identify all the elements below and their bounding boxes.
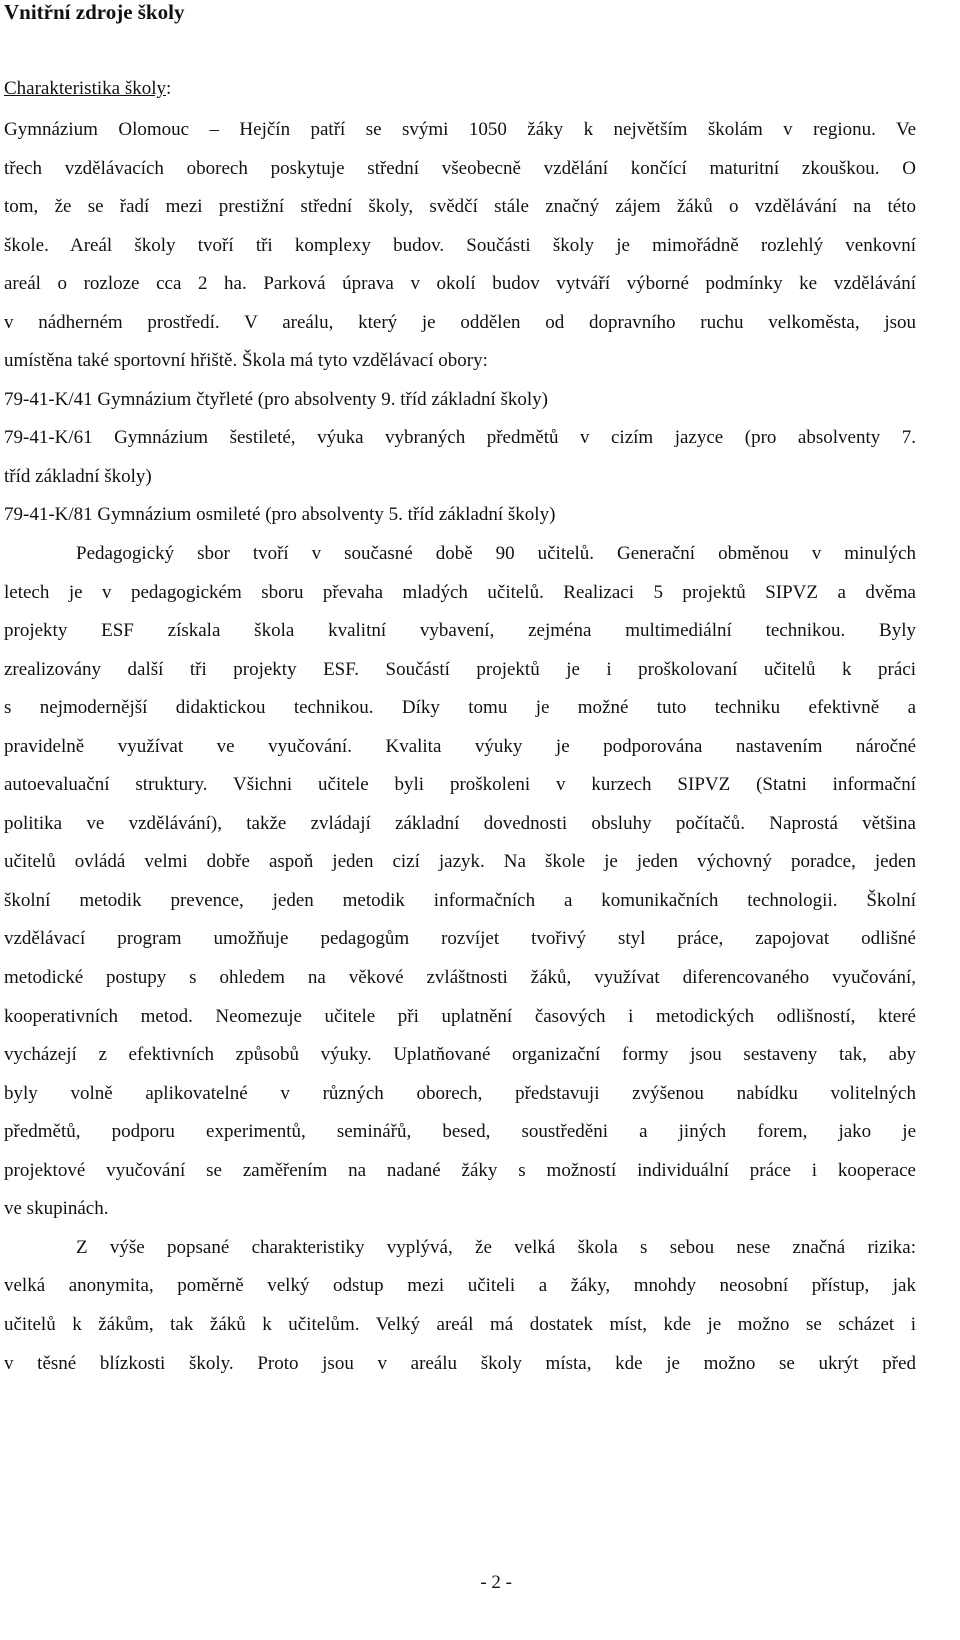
section-heading: Vnitřní zdroje školy (4, 0, 185, 24)
text-line: škole. Areál školy tvoří tři komplexy budov. Součásti školy je mimořádně rozlehlý venkovní (4, 234, 916, 256)
text-line: projekty ESF získala škola kvalitní vybavení, zejména multimediální technikou. Byly (4, 620, 916, 642)
text-line: vzdělávací program umožňuje pedagogům rozvíjet tvořivý styl práce, zapojovat odlišné (4, 928, 916, 950)
body-text (4, 117, 916, 1389)
text-line: autoevaluační struktury. Všichni učitele byli proškoleni v kurzech SIPVZ (Statni informační (4, 774, 916, 796)
text-line: letech je v pedagogickém sboru převaha mladých učitelů. Realizaci 5 projektů SIPVZ a dvěma (4, 581, 916, 603)
text-line: politika ve vzdělávání), takže zvládají základní dovednosti obsluhy počítačů. Naprostá většina (4, 812, 916, 834)
page-footer (0, 1572, 960, 1594)
text-line: 79-41-K/61 Gymnázium šestileté, výuka vybraných předmětů v cizím jazyce (pro absolventy 7. (4, 427, 916, 449)
text-line: předmětů, podporu experimentů, seminářů, besed, soustředěni a jiných forem, jako je (4, 1121, 916, 1143)
text-line: Gymnázium Olomouc – Hejčín patří se svými 1050 žáky k největším školám v regionu. Ve (4, 119, 916, 140)
text-line: učitelů k žákům, tak žáků k učitelům. Velký areál má dostatek míst, kde je možno se scházet i (4, 1313, 916, 1335)
text-line: učitelů ovládá velmi dobře aspoň jeden cizí jazyk. Na škole je jeden výchovný poradce, jeden (4, 851, 916, 873)
subheading-colon: : (166, 78, 172, 99)
text-line: tom, že se řadí mezi prestižní střední školy, svědčí stále značný zájem žáků o vzdělávání na této (4, 196, 916, 218)
text-line: v nádherném prostředí. V areálu, který je oddělen od dopravního ruchu velkoměsta, jsou (4, 311, 916, 333)
text-line: metodické postupy s ohledem na věkové zvláštnosti žáků, využívat diferencovaného vyučování, (4, 967, 916, 989)
text-line: školní metodik prevence, jeden metodik informačních a komunikačních technologii. Školní (4, 889, 916, 911)
text-line: s nejmodernější didaktickou technikou. Díky tomu je možné tuto techniku efektivně a (4, 697, 916, 719)
text-line: velká anonymita, poměrně velký odstup mezi učiteli a žáky, mnohdy neosobní přístup, jak (4, 1275, 916, 1297)
text-line: umístěna také sportovní hřiště. Škola má tyto vzdělávací obory: (4, 350, 488, 372)
text-line: v těsné blízkosti školy. Proto jsou v areálu školy místa, kde je možno se ukrýt před (4, 1352, 916, 1374)
text-line: byly volně aplikovatelné v různých oborech, představuji zvýšenou nabídku volitelných (4, 1082, 916, 1104)
text-line: Pedagogický sbor tvoří v současné době 90 učitelů. Generační obměnou v minulých (76, 543, 916, 565)
text-line: tříd základní školy) (4, 465, 152, 487)
text-line: třech vzdělávacích oborech poskytuje střední všeobecně vzdělání končící maturitní zkouškou. O (4, 157, 916, 179)
text-line: projektové vyučování se zaměřením na nadané žáky s možností individuální práce i kooperace (4, 1159, 916, 1181)
subheading (4, 76, 171, 102)
text-line: areál o rozloze cca 2 ha. Parková úprava v okolí budov vytváří výborné podmínky ke vzdělávání (4, 273, 916, 295)
text-line: kooperativních metod. Neomezuje učitele při uplatnění časových i metodických odlišností, které (4, 1005, 916, 1027)
text-line: 79-41-K/41 Gymnázium čtyřleté (pro absolventy 9. tříd základní školy) (4, 388, 549, 410)
text-line: pravidelně využívat ve vyučování. Kvalita výuky je podporována nastavením náročné (4, 735, 916, 757)
subheading-label: Charakteristika školy (4, 78, 166, 99)
text-line: ve skupinách. (4, 1198, 109, 1220)
page-number: - 2 - (480, 1572, 512, 1593)
text-line: Z výše popsané charakteristiky vyplývá, že velká škola s sebou nese značná rizika: (76, 1236, 916, 1258)
text-line: 79-41-K/81 Gymnázium osmileté (pro absolventy 5. tříd základní školy) (4, 504, 556, 526)
text-line: vycházejí z efektivních způsobů výuky. Uplatňované organizační formy jsou sestaveny tak, aby (4, 1044, 916, 1066)
text-line: zrealizovány další tři projekty ESF. Součástí projektů je i proškolovaní učitelů k práci (4, 658, 916, 680)
